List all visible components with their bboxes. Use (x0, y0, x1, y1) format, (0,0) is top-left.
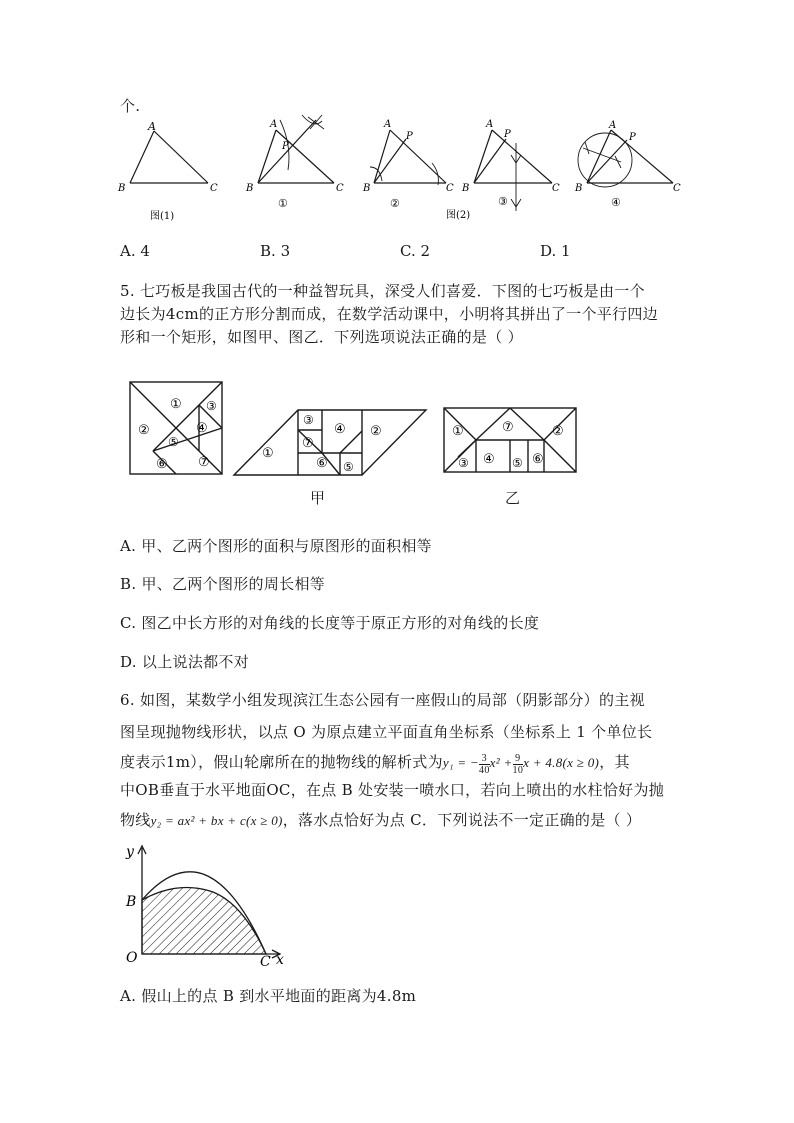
segment-ac (154, 131, 208, 183)
svg-text:③: ③ (458, 456, 469, 470)
svg-text:⑦: ⑦ (502, 420, 514, 435)
q4-tail-text: 个. (120, 97, 141, 115)
label-b: B (118, 183, 126, 194)
svg-text:P: P (282, 141, 289, 152)
fig1-caption: 图(1) (150, 211, 175, 222)
q4-option-c[interactable]: C. 2 (400, 242, 431, 260)
svg-text:⑥: ⑥ (532, 452, 544, 467)
q6-line-1: 6. 如图，某数学小组发现滨江生态公园有一座假山的局部（阴影部分）的主视 (120, 691, 645, 709)
fig2-caption: 图(2) (446, 210, 471, 221)
step-label-3: ③ (498, 195, 508, 208)
rockery-shaded-region (142, 888, 266, 955)
svg-text:A: A (609, 120, 617, 131)
label-c: C (210, 183, 218, 194)
svg-text:C: C (336, 183, 344, 194)
q4-figure-2-step-2 (360, 115, 455, 215)
point-c-label: C (260, 954, 271, 970)
circumcircle (578, 133, 632, 187)
q4-option-a[interactable]: A. 4 (120, 242, 150, 260)
step-label-4: ④ (611, 196, 621, 209)
tangram-square (128, 380, 224, 476)
caption-yi: 乙 (505, 489, 521, 507)
svg-text:⑦: ⑦ (302, 436, 314, 451)
q5-option-b[interactable]: B. 甲、乙两个图形的周长相等 (120, 575, 326, 593)
point-b-label: B (126, 894, 137, 910)
q4-figure-2-step-3 (446, 115, 560, 221)
q5-line-1: 5. 七巧板是我国古代的一种益智玩具，深受人们喜爱．下图的七巧板是由一个 (120, 282, 645, 300)
segment-ba (130, 131, 154, 183)
svg-text:C: C (673, 183, 681, 194)
svg-text:④: ④ (483, 452, 495, 467)
svg-text:A: A (384, 119, 392, 130)
q6-parabola-graph (118, 842, 293, 970)
tangram-parallelogram-jia (230, 405, 430, 480)
q4-figure-2-step-4 (565, 112, 680, 212)
svg-text:B: B (575, 183, 583, 194)
svg-text:P: P (629, 132, 636, 143)
svg-text:③: ③ (303, 413, 314, 427)
piece-1-label: ① (170, 397, 182, 412)
svg-text:P: P (406, 131, 413, 142)
svg-text:B: B (363, 183, 371, 194)
svg-text:A: A (486, 119, 494, 130)
svg-text:⑤: ⑤ (512, 456, 523, 470)
piece-4-label: ④ (196, 421, 208, 436)
svg-text:C: C (552, 183, 560, 194)
caption-jia: 甲 (310, 489, 326, 507)
piece-7-label: ⑦ (198, 455, 210, 470)
q5-line-3: 形和一个矩形，如图甲、图乙．下列选项说法正确的是（ ） (120, 328, 523, 346)
q6-line-4: 中OB垂直于水平地面OC，在点 B 处安装一喷水口，若向上喷出的水柱恰好为抛 (120, 781, 665, 799)
equation-y1: y₁ = − $\frac{3}{40}$ x² + $\frac{9}{10}$ x + 4.8(x ≥ 0) (442, 752, 600, 776)
q6-line-5: 物线y₂ = ax² + bx + c(x ≥ 0)，落水点恰好为点 C．下列说法不一定正确的是（ ） (120, 811, 642, 829)
q4-figure-1 (112, 118, 222, 223)
svg-text:C: C (446, 183, 454, 194)
svg-text:B: B (246, 183, 254, 194)
equation-y2: y₂ = ax² + bx + c(x ≥ 0) (150, 813, 283, 828)
origin-label: O (126, 950, 138, 966)
piece-2-label: ② (138, 423, 150, 438)
q6-line-2: 图呈现抛物线形状，以点 O 为原点建立平面直角坐标系（坐标系上 1 个单位长 (120, 723, 653, 741)
q6-option-a[interactable]: A. 假山上的点 B 到水平地面的距离为4.8m (120, 987, 417, 1005)
svg-text:④: ④ (334, 422, 346, 437)
x-axis-label: x (276, 952, 284, 968)
svg-text:⑥: ⑥ (316, 456, 328, 471)
y-axis-label: y (126, 844, 134, 860)
q5-option-a[interactable]: A. 甲、乙两个图形的面积与原图形的面积相等 (120, 537, 432, 555)
svg-text:⑤: ⑤ (343, 460, 354, 474)
step-label-1: ① (278, 197, 288, 210)
piece-5-label: ⑤ (168, 435, 179, 449)
step-label-2: ② (390, 197, 400, 210)
label-a: A (148, 120, 156, 133)
svg-text:A: A (270, 119, 278, 130)
svg-text:①: ① (262, 446, 274, 461)
q5-line-2: 边长为4cm的正方形分割而成，在数学活动课中，小明将其拼出了一个平行四边 (120, 305, 658, 323)
q4-figure-2-step-1 (240, 115, 345, 215)
q6-line-3: 度表示1m），假山轮廓所在的抛物线的解析式为y₁ = − $\frac{3}{40}$ x² + $\frac{9}{10}$ x + 4.8(x ≥ 0)，其 (120, 752, 630, 776)
piece-3-label: ③ (206, 399, 217, 413)
q5-option-c[interactable]: C. 图乙中长方形的对角线的长度等于原正方形的对角线的长度 (120, 614, 540, 632)
q4-option-b[interactable]: B. 3 (260, 242, 291, 260)
tangram-rectangle-yi (440, 405, 580, 475)
q5-option-d[interactable]: D. 以上说法都不对 (120, 653, 250, 671)
svg-text:①: ① (452, 424, 464, 439)
svg-text:B: B (462, 183, 470, 194)
svg-text:②: ② (370, 424, 382, 439)
q4-option-d[interactable]: D. 1 (540, 242, 571, 260)
svg-text:②: ② (552, 424, 564, 439)
piece-6-label: ⑥ (156, 457, 168, 472)
svg-text:P: P (504, 129, 511, 140)
